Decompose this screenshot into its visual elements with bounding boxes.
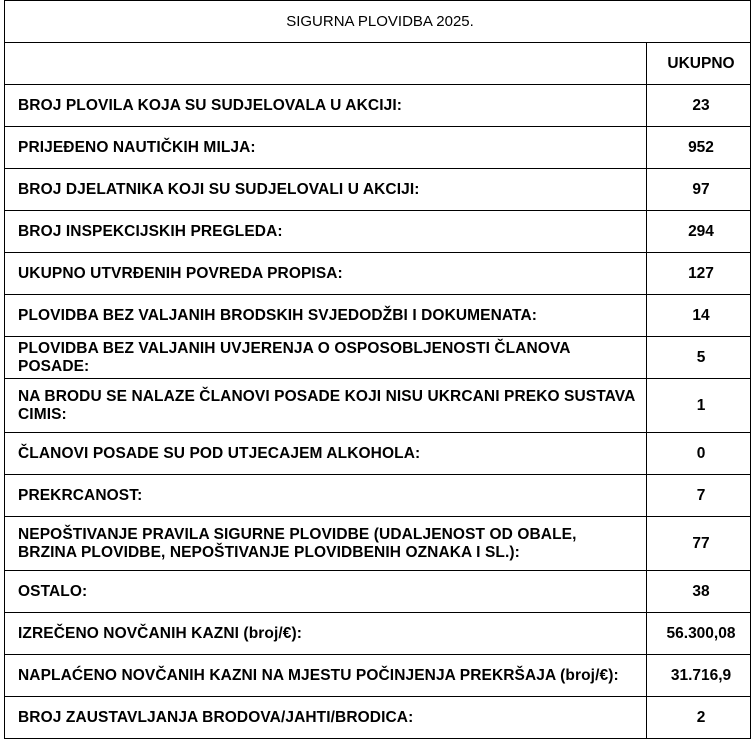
row-value: 5 xyxy=(647,337,751,379)
row-label-text: BROJ PLOVILA KOJA SU SUDJELOVALA U AKCIJI: xyxy=(18,96,402,114)
table-title: SIGURNA PLOVIDBA 2025. xyxy=(5,1,751,43)
row-label xyxy=(5,253,647,295)
row-label xyxy=(5,211,647,253)
row-label-text: PREKRCANOST: xyxy=(18,486,143,504)
row-value: 38 xyxy=(647,571,751,613)
row-value: 97 xyxy=(647,169,751,211)
row-value: 952 xyxy=(647,127,751,169)
table-row xyxy=(5,517,751,571)
row-label-text: NEPOŠTIVANJE PRAVILA SIGURNE PLOVIDBE (UDALJENOST OD OBALE, BRZINA PLOVIDBE, NEPOŠTIVANJE PLOVIDBENIH OZNAKA I SL.): xyxy=(18,525,577,561)
table-row xyxy=(5,697,751,739)
row-value: 0 xyxy=(647,433,751,475)
row-value: 56.300,08 xyxy=(647,613,751,655)
table-row xyxy=(5,211,751,253)
row-value: 2 xyxy=(647,697,751,739)
row-label xyxy=(5,697,647,739)
title-row xyxy=(5,1,751,43)
row-label xyxy=(5,655,647,697)
row-value: 14 xyxy=(647,295,751,337)
row-label xyxy=(5,127,647,169)
row-value: 294 xyxy=(647,211,751,253)
row-label-text: ČLANOVI POSADE SU POD UTJECAJEM ALKOHOLA: xyxy=(18,444,421,462)
row-value: 7 xyxy=(647,475,751,517)
table-row xyxy=(5,655,751,697)
row-label xyxy=(5,295,647,337)
row-label-text: BROJ INSPEKCIJSKIH PREGLEDA: xyxy=(18,222,283,240)
row-label xyxy=(5,571,647,613)
row-label-text: NAPLAĆENO NOVČANIH KAZNI NA MJESTU POČINJENJA PREKRŠAJA (broj/€): xyxy=(18,666,619,684)
row-label-text: BROJ ZAUSTAVLJANJA BRODOVA/JAHTI/BRODICA: xyxy=(18,708,414,726)
row-value: 77 xyxy=(647,517,751,571)
row-label-text: OSTALO: xyxy=(18,582,88,600)
table-row xyxy=(5,127,751,169)
row-label xyxy=(5,475,647,517)
table-row xyxy=(5,433,751,475)
row-label-text: NA BRODU SE NALAZE ČLANOVI POSADE KOJI NISU UKRCANI PREKO SUSTAVA CIMIS: xyxy=(18,387,635,423)
row-label xyxy=(5,379,647,433)
table-row xyxy=(5,295,751,337)
row-label xyxy=(5,613,647,655)
table-row xyxy=(5,475,751,517)
row-value: 23 xyxy=(647,85,751,127)
row-value: 127 xyxy=(647,253,751,295)
statistics-table xyxy=(4,0,751,739)
header-row xyxy=(5,43,751,85)
row-label xyxy=(5,433,647,475)
row-label-text: PLOVIDBA BEZ VALJANIH UVJERENJA O OSPOSOBLJENOSTI ČLANOVA POSADE: xyxy=(18,339,570,375)
table-row xyxy=(5,253,751,295)
table-row xyxy=(5,85,751,127)
row-label-text: BROJ DJELATNIKA KOJI SU SUDJELOVALI U AKCIJI: xyxy=(18,180,420,198)
row-label xyxy=(5,337,647,379)
row-label xyxy=(5,517,647,571)
row-value: 1 xyxy=(647,379,751,433)
row-label-text: PRIJEĐENO NAUTIČKIH MILJA: xyxy=(18,138,256,156)
table-row xyxy=(5,379,751,433)
table-row xyxy=(5,169,751,211)
table-row xyxy=(5,613,751,655)
row-label-text: PLOVIDBA BEZ VALJANIH BRODSKIH SVJEDODŽBI I DOKUMENATA: xyxy=(18,306,538,324)
column-header-ukupno: UKUPNO xyxy=(647,43,751,85)
row-value: 31.716,9 xyxy=(647,655,751,697)
table-row xyxy=(5,337,751,379)
table-row xyxy=(5,571,751,613)
header-empty-cell xyxy=(5,43,647,85)
row-label-text: UKUPNO UTVRĐENIH POVREDA PROPISA: xyxy=(18,264,343,282)
row-label xyxy=(5,169,647,211)
row-label xyxy=(5,85,647,127)
row-label-text: IZREČENO NOVČANIH KAZNI (broj/€): xyxy=(18,624,303,642)
